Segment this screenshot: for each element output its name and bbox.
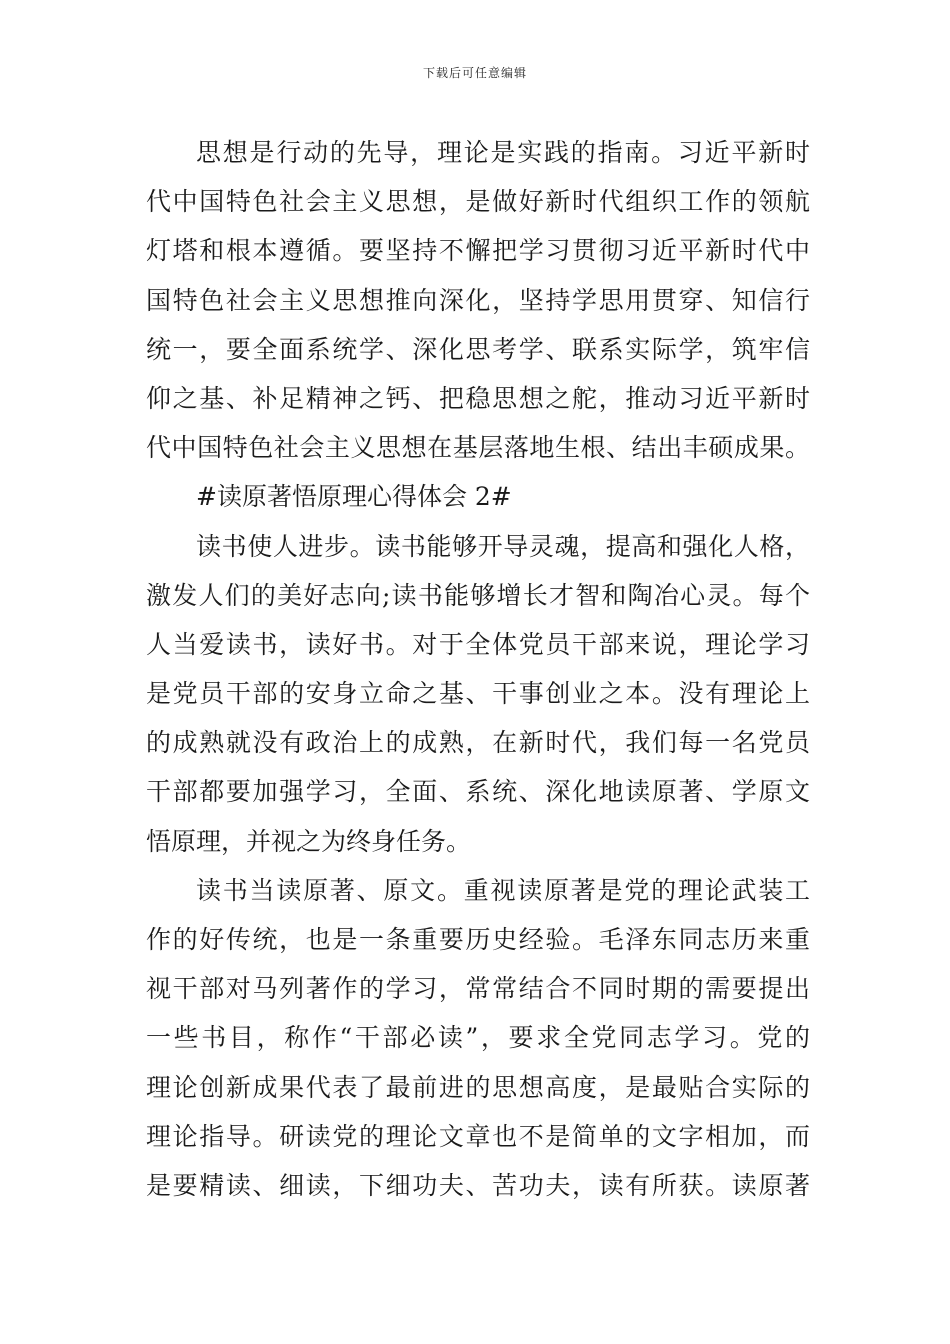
- text-line: 理论指导。研读党的理论文章也不是简单的文字相加，而: [146, 1121, 810, 1151]
- text-line: 激发人们的美好志向;读书能够增长才智和陶冶心灵。每个: [146, 580, 810, 610]
- text-line: 是要精读、细读，下细功夫、苦功夫，读有所获。读原著: [146, 1170, 810, 1200]
- text-line: 读书当读原著、原文。重视读原著是党的理论武装工: [196, 875, 810, 905]
- text-line: 一些书目，称作“干部必读”，要求全党同志学习。党的: [146, 1023, 810, 1053]
- text-line: 思想是行动的先导，理论是实践的指南。习近平新时: [196, 138, 810, 167]
- text-line: 灯塔和根本遵循。要坚持不懈把学习贯彻习近平新时代中: [146, 236, 810, 266]
- text-line: 是党员干部的安身立命之基、干事创业之本。没有理论上: [146, 679, 810, 709]
- paragraph-3: [146, 866, 810, 1210]
- text-line: 作的好传统，也是一条重要历史经验。毛泽东同志历来重: [146, 925, 810, 954]
- text-line: 国特色社会主义思想推向深化，坚持学思用贯穿、知信行: [146, 285, 810, 315]
- text-line: 统一，要全面系统学、深化思考学、联系实际学，筑牢信: [146, 334, 810, 364]
- text-line: 人当爱读书，读好书。对于全体党员干部来说，理论学习: [146, 629, 810, 659]
- page-header: 下载后可任意编辑: [422, 66, 527, 80]
- heading-line: #读原著悟原理心得体会 2#: [196, 482, 512, 512]
- text-line: 的成熟就没有政治上的成熟，在新时代，我们每一名党员: [146, 728, 810, 758]
- paragraph-2: [146, 522, 810, 866]
- section-heading: [146, 472, 810, 521]
- text-line: 仰之基、补足精神之钙、把稳思想之舵，推动习近平新时: [146, 383, 810, 413]
- text-line: 悟原理，并视之为终身任务。: [146, 826, 472, 856]
- text-line: 代中国特色社会主义思想，是做好新时代组织工作的领航: [146, 187, 810, 217]
- text-line: 读书使人进步。读书能够开导灵魂，提高和强化人格，: [196, 531, 810, 561]
- document-body: [146, 128, 810, 1210]
- text-line: 视干部对马列著作的学习，常常结合不同时期的需要提出: [146, 974, 810, 1004]
- paragraph-1: [146, 128, 810, 472]
- text-line: 干部都要加强学习，全面、系统、深化地读原著、学原文: [146, 777, 810, 807]
- text-line: 代中国特色社会主义思想在基层落地生根、结出丰硕成果。: [146, 433, 810, 463]
- text-line: 理论创新成果代表了最前进的思想高度，是最贴合实际的: [146, 1072, 810, 1102]
